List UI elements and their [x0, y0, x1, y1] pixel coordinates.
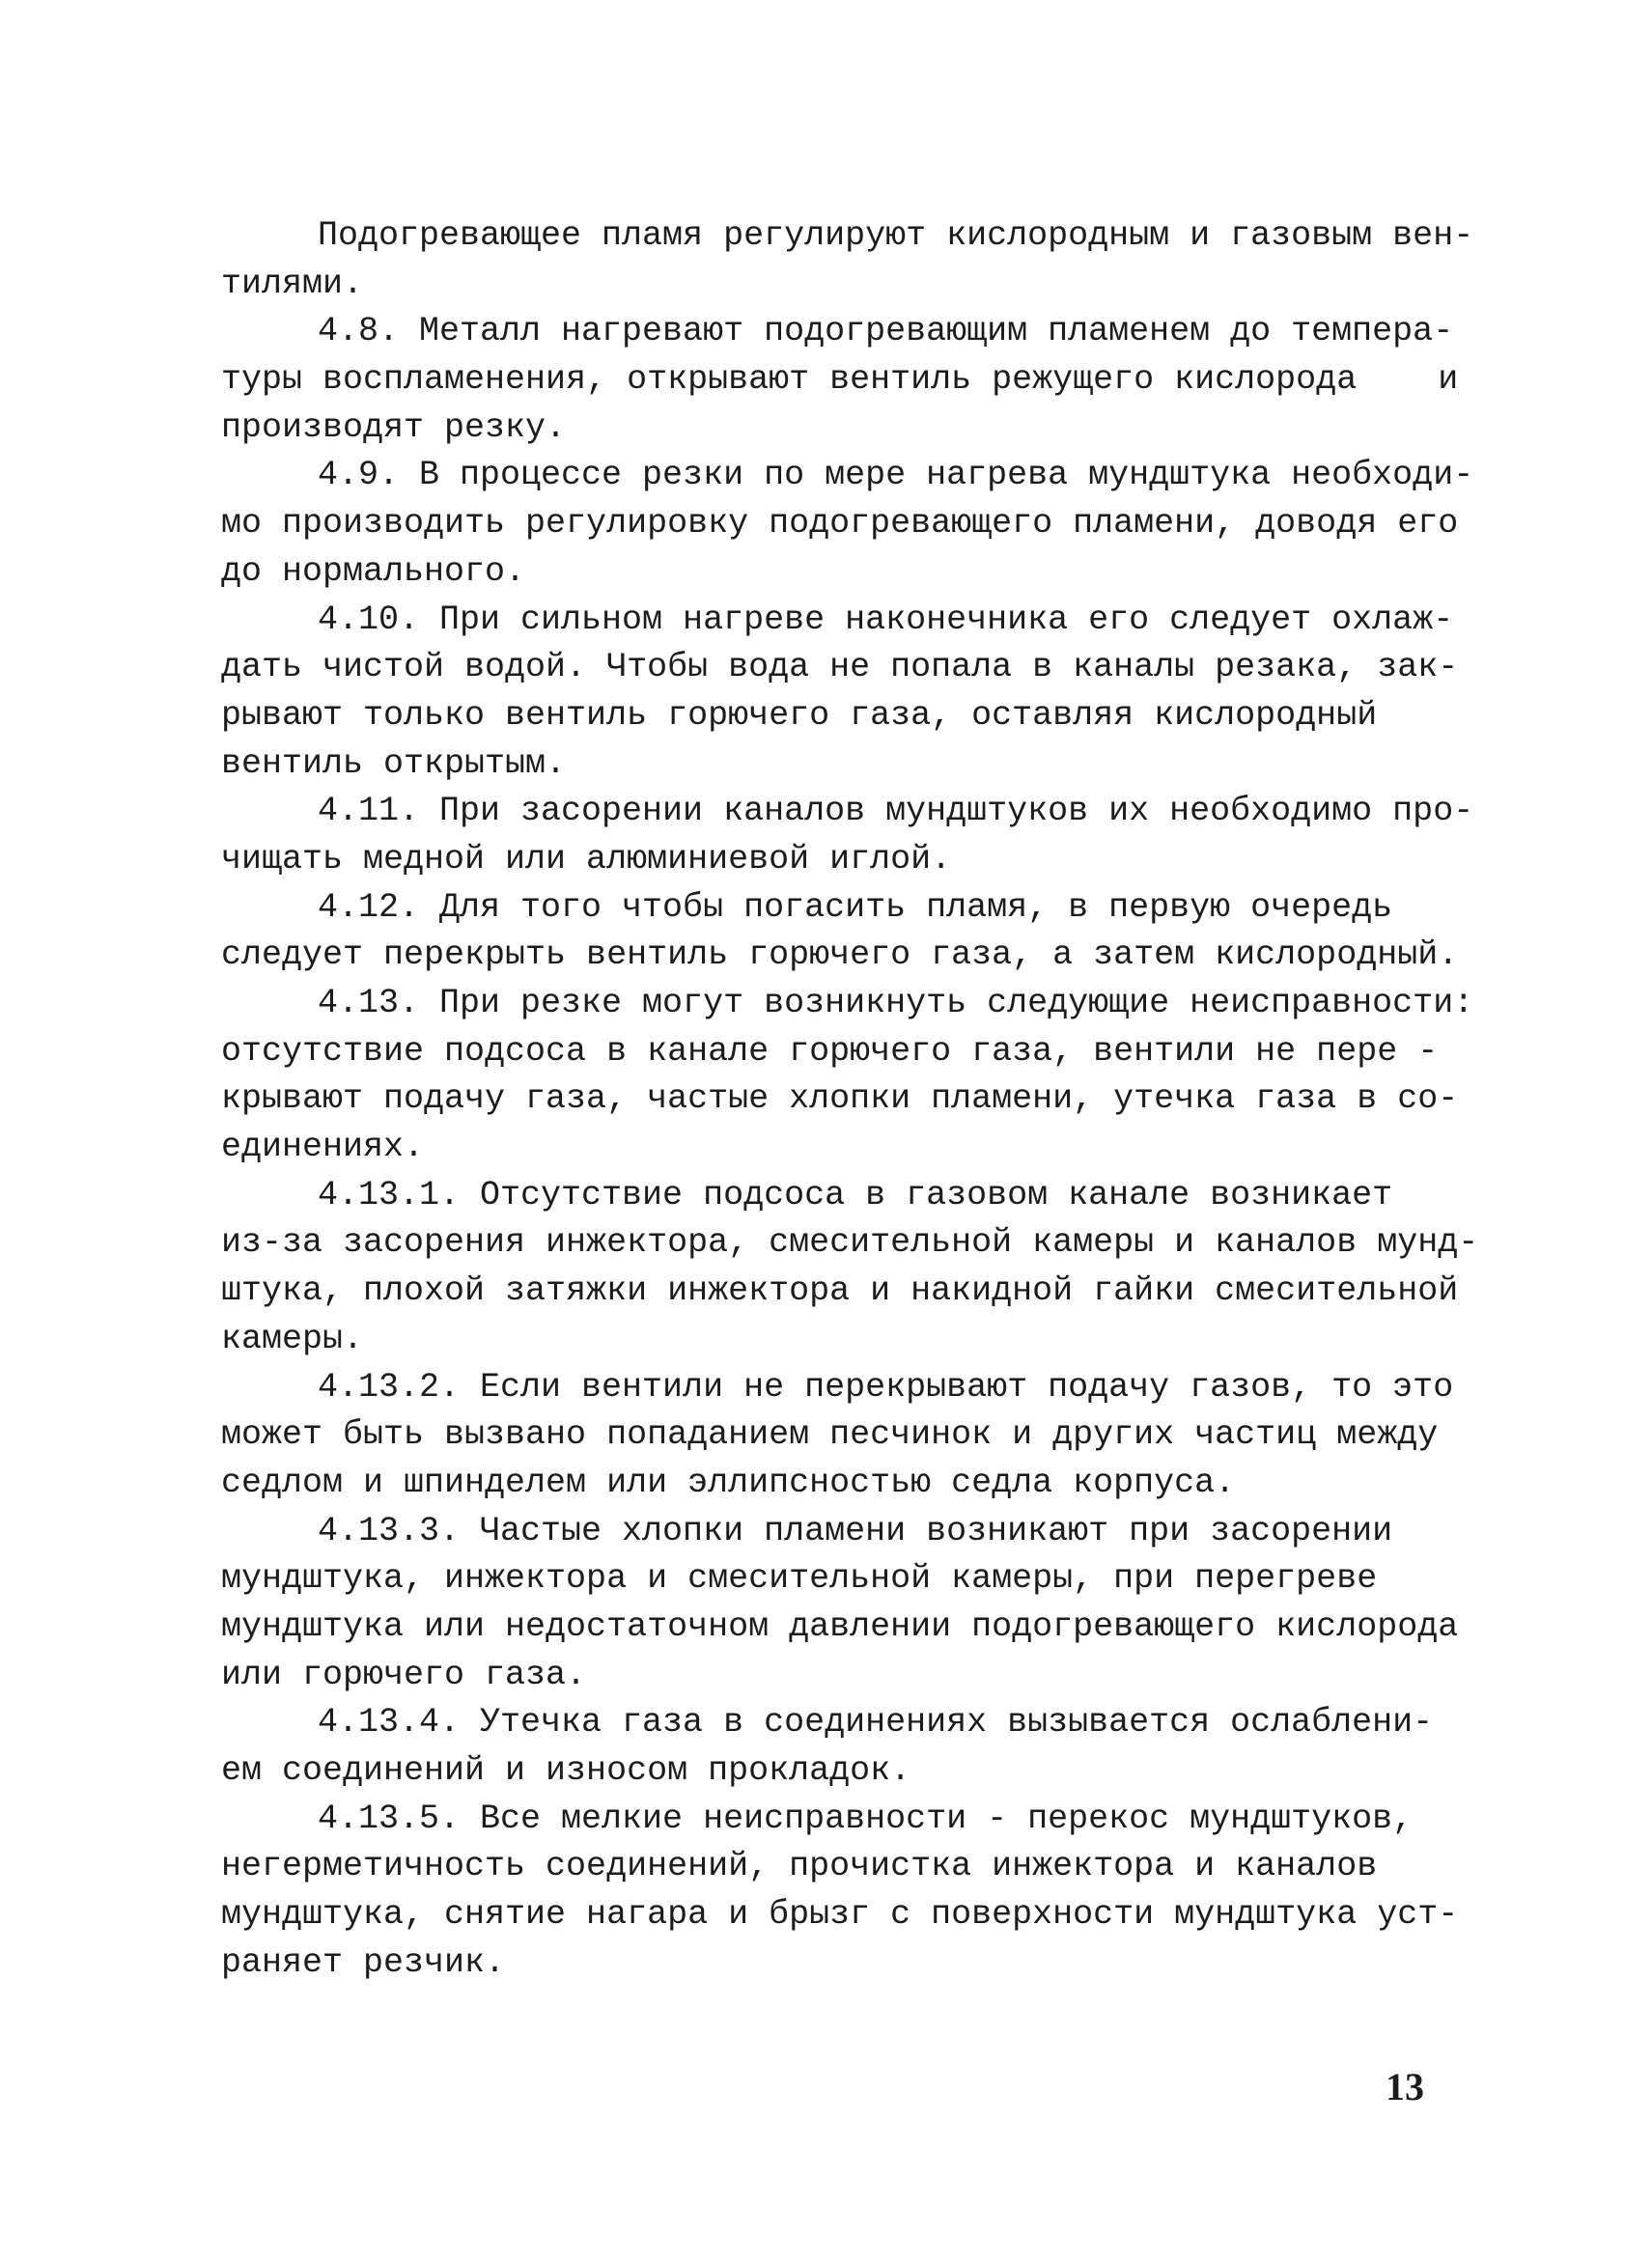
- text-line: вентиль открытым.: [221, 743, 567, 783]
- text-line: 4.12. Для того чтобы погасить пламя, в первую очередь: [318, 887, 1393, 927]
- text-line: производят резку.: [221, 407, 567, 447]
- text-line: камеры.: [221, 1319, 364, 1358]
- text-line: мундштука, инжектора и смесительной камеры, при перегреве: [221, 1559, 1378, 1599]
- text-line: 4.13.4. Утечка газа в соединениях вызывается ослаблени-: [318, 1703, 1434, 1743]
- text-line: 4.13.1. Отсутствие подсоса в газовом канале возникает: [318, 1175, 1393, 1214]
- body-text: [221, 212, 1479, 1987]
- text-line: единениях.: [221, 1128, 425, 1167]
- text-line: из-за засорения инжектора, смесительной камеры и каналов мунд-: [221, 1223, 1479, 1263]
- text-line: рывают только вентиль горючего газа, оставляя кислородный: [221, 695, 1378, 735]
- text-line: 4.10. При сильном нагреве наконечника его следует охлаж-: [318, 600, 1454, 639]
- text-line: 4.13.2. Если вентили не перекрывают подачу газов, то это: [318, 1367, 1454, 1407]
- text-line: чищать медной или алюминиевой иглой.: [221, 839, 952, 879]
- page-number: 13: [1386, 2065, 1424, 2108]
- text-line: Подогревающее пламя регулируют кислородным и газовым вен-: [318, 216, 1474, 255]
- text-line: седлом и шпинделем или эллипсностью седла корпуса.: [221, 1463, 1236, 1502]
- text-line: мо производить регулировку подогревающего пламени, доводя его: [221, 504, 1459, 544]
- text-line: ем соединений и износом прокладок.: [221, 1751, 911, 1790]
- text-line: 4.13.3. Частые хлопки пламени возникают при засорении: [318, 1511, 1393, 1550]
- text-line: дать чистой водой. Чтобы вода не попала в каналы резака, зак-: [221, 648, 1459, 687]
- text-line: мундштука, снятие нагара и брызг с поверхности мундштука уст-: [221, 1895, 1459, 1935]
- text-line: туры воспламенения, открывают вентиль режущего кислорода и: [221, 360, 1459, 400]
- text-line: следует перекрыть вентиль горючего газа, а затем кислородный.: [221, 935, 1459, 975]
- text-line: тилями.: [221, 264, 364, 303]
- text-line: 4.13. При резке могут возникнуть следующие неисправности:: [318, 984, 1474, 1022]
- text-line: или горючего газа.: [221, 1655, 587, 1694]
- text-line: негерметичность соединений, прочистка инжектора и каналов: [221, 1847, 1378, 1886]
- text-line: штука, плохой затяжки инжектора и накидной гайки смесительной: [221, 1271, 1459, 1311]
- text-line: отсутствие подсоса в канале горючего газа, вентили не пере -: [221, 1031, 1439, 1071]
- text-line: крывают подачу газа, частые хлопки пламени, утечка газа в со-: [221, 1079, 1459, 1119]
- text-line: 4.8. Металл нагревают подогревающим пламенем до темпера-: [318, 312, 1454, 351]
- text-line: 4.13.5. Все мелкие неисправности - перекос мундштуков,: [318, 1799, 1414, 1838]
- text-line: 4.11. При засорении каналов мундштуков их необходимо про-: [318, 792, 1474, 831]
- text-line: 4.9. В процессе резки по мере нагрева мундштука необходи-: [318, 456, 1474, 495]
- text-line: до нормального.: [221, 551, 526, 591]
- text-line: раняет резчик.: [221, 1942, 506, 1982]
- text-line: может быть вызвано попаданием песчинок и других частиц между: [221, 1415, 1439, 1455]
- text-line: мундштука или недостаточном давлении подогревающего кислорода: [221, 1606, 1459, 1646]
